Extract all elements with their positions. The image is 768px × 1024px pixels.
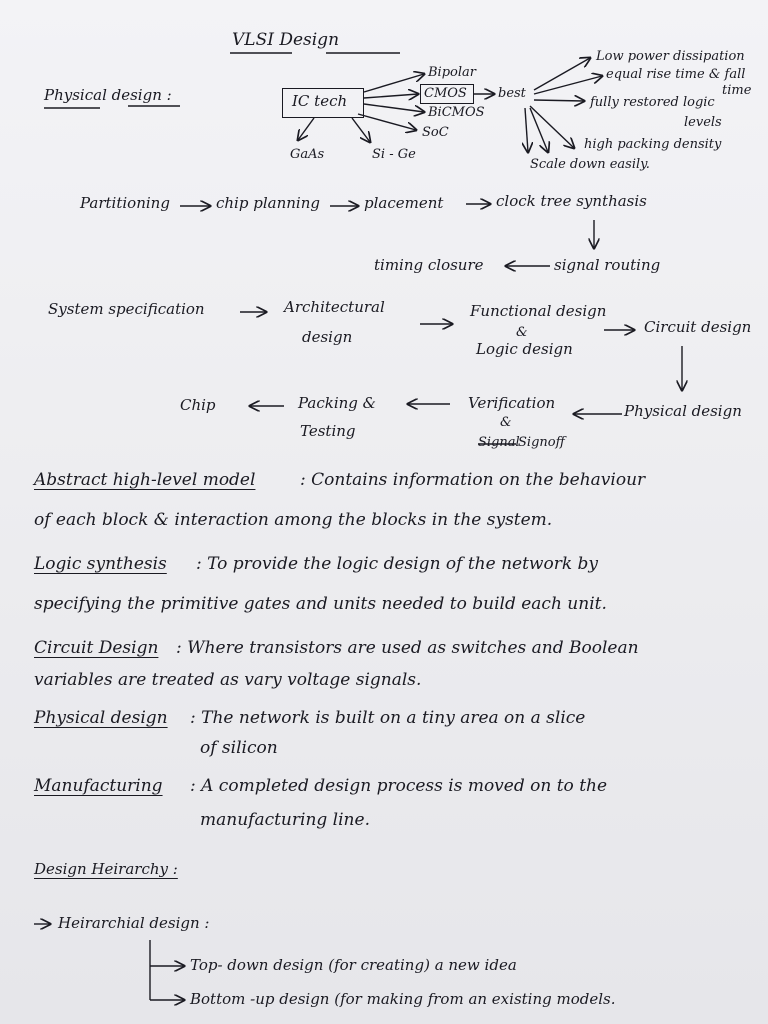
functional-amp: & <box>516 325 528 340</box>
partitioning-label: Partitioning <box>80 194 170 212</box>
placement-label: placement <box>364 194 444 212</box>
system-spec-label: System specification <box>48 300 205 318</box>
verification-amp: & <box>500 415 512 430</box>
chip-label: Chip <box>180 396 216 414</box>
hierarchial-design-label: Heirarchial design : <box>58 914 210 932</box>
bottom-up-label: Bottom -up design (for making from an existing models. <box>190 990 616 1008</box>
physical-design-flow-label: Physical design <box>624 402 742 420</box>
design-hierarchy-heading: Design Heirarchy : <box>34 860 178 878</box>
signoff-label: Signoff <box>518 435 565 450</box>
bicmos-label: BiCMOS <box>428 105 485 120</box>
top-down-label: Top- down design (for creating) a new idea <box>190 956 517 974</box>
manufacturing-line-1: : A completed design process is moved on to the <box>190 776 608 796</box>
levels-label: levels <box>684 115 722 130</box>
bipolar-label: Bipolar <box>428 65 476 80</box>
chip-planning-label: chip planning <box>216 194 320 212</box>
timing-closure-label: timing closure <box>374 256 484 274</box>
best-label: best <box>498 86 526 101</box>
verification-label: Verification <box>468 394 556 412</box>
low-power-label: Low power dissipation <box>596 49 745 64</box>
manufacturing-line-2: manufacturing line. <box>200 810 370 830</box>
clock-tree-label: clock tree synthasis <box>496 192 647 210</box>
signal-struck-label: Signal <box>478 435 520 450</box>
logic-term: Logic synthesis <box>34 554 167 574</box>
circuit-line-1: : Where transistors are used as switches and Boolean <box>176 638 639 658</box>
packing-label: Packing & <box>298 394 377 412</box>
physical-line-1: : The network is built on a tiny area on a slice <box>190 708 586 728</box>
functional-design-label: Functional design <box>470 302 607 320</box>
ic-tech-label: IC tech <box>292 92 348 110</box>
gaas-label: GaAs <box>290 147 325 162</box>
circuit-line-2: variables are treated as vary voltage signals. <box>34 670 422 690</box>
architectural-design-label: design <box>302 328 353 346</box>
testing-label: Testing <box>300 422 356 440</box>
scale-down-label: Scale down easily. <box>530 157 650 172</box>
circuit-term: Circuit Design <box>34 638 159 658</box>
cmos-label: CMOS <box>424 86 467 101</box>
time-label: time <box>722 83 752 98</box>
circuit-design-label: Circuit design <box>644 318 752 336</box>
physical-term: Physical design <box>34 708 168 728</box>
abstract-line-1: : Contains information on the behaviour <box>300 470 646 490</box>
page-title: VLSI Design <box>232 30 340 50</box>
manufacturing-term: Manufacturing <box>34 776 163 796</box>
physical-design-heading: Physical design : <box>44 86 172 104</box>
logic-line-2: specifying the primitive gates and units needed to build each unit. <box>34 594 607 614</box>
fully-restored-label: fully restored logic <box>590 95 715 110</box>
sige-label: Si - Ge <box>372 147 416 162</box>
signal-routing-label: signal routing <box>554 256 661 274</box>
soc-label: SoC <box>422 125 449 140</box>
logic-line-1: : To provide the logic design of the network by <box>196 554 599 574</box>
logic-design-label: Logic design <box>476 340 573 358</box>
architectural-label: Architectural <box>284 298 385 316</box>
high-packing-label: high packing density <box>584 137 722 152</box>
equal-rise-label: equal rise time & fall <box>606 67 746 82</box>
abstract-line-2: of each block & interaction among the blocks in the system. <box>34 510 553 530</box>
abstract-term: Abstract high-level model <box>34 470 256 490</box>
physical-line-2: of silicon <box>200 738 278 758</box>
